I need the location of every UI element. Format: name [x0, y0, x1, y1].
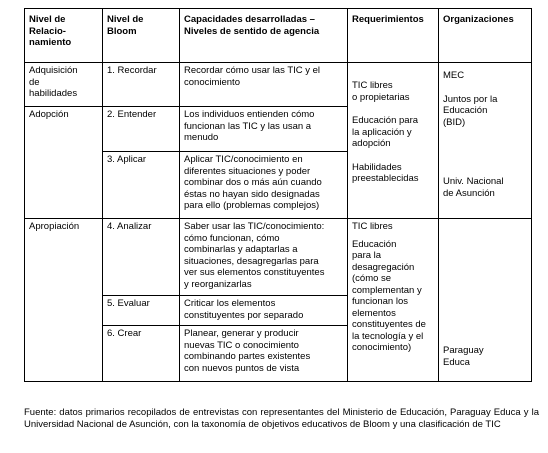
header-capacities: Capacidades desarrolladas – Niveles de sentido de agencia [180, 9, 348, 63]
organizations-bottom-cell [439, 219, 532, 382]
table-row [25, 219, 532, 296]
organizations-top-cell [439, 63, 532, 219]
organization-item: Univ. Nacional de Asunción [443, 176, 504, 199]
bloom-level-cell: 1. Recordar [103, 63, 180, 107]
organization-item: MEC [443, 70, 465, 81]
header-relationship-level: Nivel de Relacio- namiento [25, 9, 103, 63]
requirements-top-cell [348, 63, 439, 219]
organization-item: Juntos por la Educación (BID) [443, 93, 498, 128]
capacity-cell: Recordar cómo usar las TIC y el conocimiento [180, 63, 348, 107]
requirements-bottom-cell [348, 219, 439, 382]
bloom-level-cell: 6. Crear [103, 326, 180, 382]
requirement-item: Educación para la desagregación (cómo se complementan y funcionan los elementos constituyentes de la tecnología y el conocimiento) [352, 238, 426, 353]
requirement-item: Educación para la aplicación y adopción [352, 115, 419, 149]
bloom-level-cell: 4. Analizar [103, 219, 180, 296]
bloom-taxonomy-table [24, 8, 532, 382]
table-row [25, 63, 532, 107]
header-bloom-level: Nivel de Bloom [103, 9, 180, 63]
requirement-item: TIC libres [352, 221, 393, 232]
bloom-level-cell: 2. Entender [103, 107, 180, 152]
relationship-level-acquisition: Adquisición de habilidades [25, 63, 103, 107]
bloom-level-cell: 5. Evaluar [103, 296, 180, 326]
capacity-cell: Planear, generar y producir nuevas TIC o conocimiento combinando partes existentes con nuevos puntos de vista [180, 326, 348, 382]
bloom-level-cell: 3. Aplicar [103, 152, 180, 219]
relationship-level-appropriation: Apropiación [25, 219, 103, 382]
organization-item: Paraguay Educa [443, 345, 484, 368]
header-requirements: Requerimientos [348, 9, 439, 63]
capacity-cell: Aplicar TIC/conocimiento en diferentes situaciones y poder combinar dos o más aún cuando éstas no hayan sido designadas para ello (problemas complejos) [180, 152, 348, 219]
relationship-level-adoption: Adopción [25, 107, 103, 219]
table-source-caption: Fuente: datos primarios recopilados de entrevistas con representantes del Ministerio de Educación, Paraguay Educa y la Universidad Nacional de Asunción, con la taxonomía de objetivos educativos de Bloom y una clasificación de TIC [24, 407, 539, 430]
requirement-item: Habilidades preestablecidas [352, 161, 419, 184]
capacity-cell: Los individuos entienden cómo funcionan las TIC y las usan a menudo [180, 107, 348, 152]
header-organizations: Organizaciones [439, 9, 532, 63]
capacity-cell: Criticar los elementos constituyentes por separado [180, 296, 348, 326]
capacity-cell: Saber usar las TIC/conocimiento: cómo funcionan, cómo combinarlas y adaptarlas a situaciones, desagregarlas para ver sus elementos constituyentes y reorganizarlas [180, 219, 348, 296]
table-header-row [25, 9, 532, 63]
requirement-item: TIC libres o propietarias [352, 80, 410, 103]
